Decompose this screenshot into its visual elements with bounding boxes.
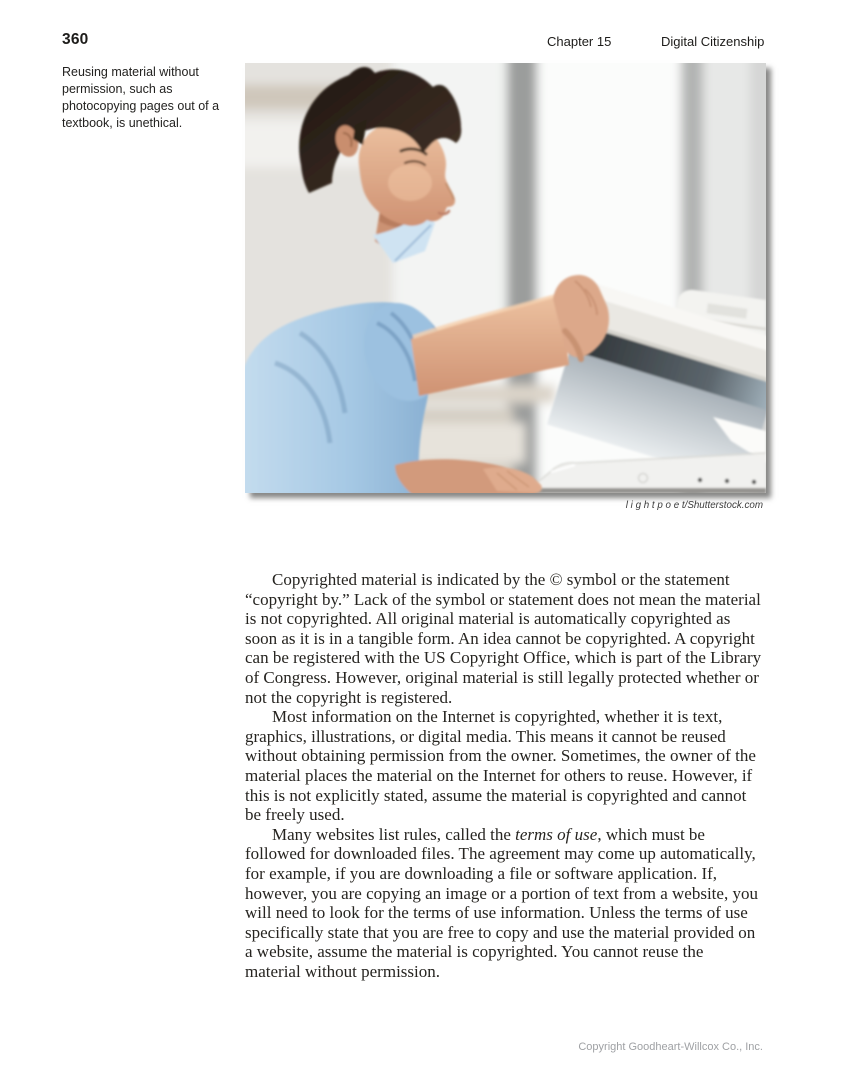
paragraph: Many websites list rules, called the terms of use, which must be followed for downloaded files. The agreement may come up automatically, for example, if you are downloading a file or software application. If, however, you are copying an image or a portion of text from a website, you will need to look for the terms of use information. Unless the terms of use specifically state that you are free to copy and use the material provided on a website, assume the material is copyrighted. You cannot reuse the material without permission. bbox=[245, 824, 758, 981]
page-number: 360 bbox=[62, 31, 89, 48]
figure-photo bbox=[245, 63, 766, 493]
figure-caption: Reusing material without permission, such as photocopying pages out of a textbook, is unethical. bbox=[62, 65, 220, 130]
body-text bbox=[245, 570, 762, 981]
header-book-title: Digital Citizenship bbox=[661, 34, 765, 49]
photo-credit: l i g h t p o e t/Shutterstock.com bbox=[625, 500, 763, 511]
header-chapter: Chapter 15 bbox=[547, 34, 612, 49]
photocopier-photo-illustration bbox=[245, 63, 766, 493]
paragraph: Most information on the Internet is copyrighted, whether it is text, graphics, illustrations, or digital media. This means it cannot be reused without obtaining permission from the owner. Sometimes, the owner of the material places the material on the Internet for others to reuse. However, if this is not explicitly stated, assume the material is copyrighted and cannot be freely used. bbox=[245, 707, 756, 825]
footer-copyright: Copyright Goodheart-Willcox Co., Inc. bbox=[578, 1041, 763, 1053]
paragraph: Copyrighted material is indicated by the © symbol or the statement “copyright by.” Lack of the symbol or statement does not mean the material is not copyrighted. All original material is automatically copyrighted as soon as it is in a tangible form. An idea cannot be copyrighted. A copyright can be registered with the US Copyright Office, which is part of the Library of Congress. However, original material is still legally protected whether or not the copyright is registered. bbox=[245, 570, 762, 707]
